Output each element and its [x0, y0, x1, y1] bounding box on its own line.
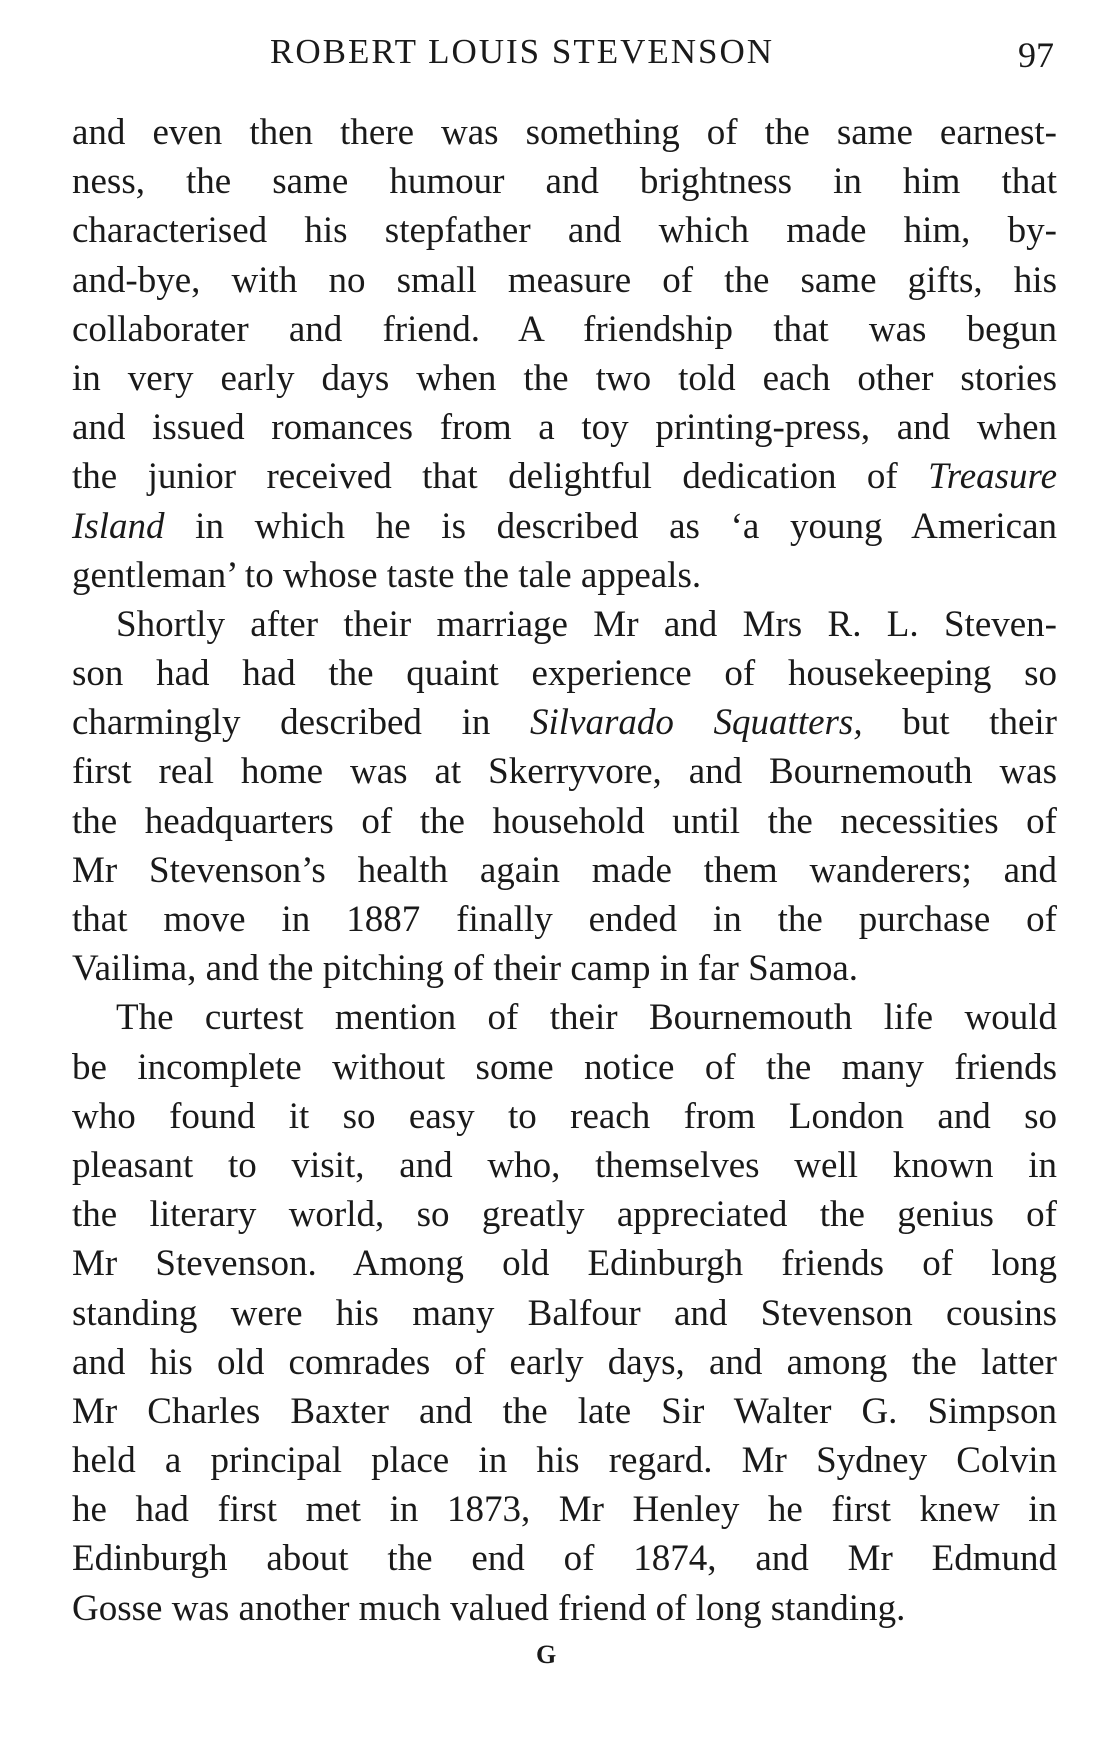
text-line	[72, 354, 1057, 403]
italic-title-segment: Silvarado Squatters,	[530, 702, 863, 744]
text-segment: that move in 1887 finally ended in the purchase of	[72, 899, 1057, 940]
text-segment: Edinburgh about the end of 1874, and Mr Edmund	[72, 1538, 1057, 1580]
text-segment: charmingly described in	[72, 702, 531, 744]
italic-title-segment: Island	[72, 505, 165, 547]
text-segment: be incomplete without some notice of the many friends	[72, 1046, 1057, 1088]
text-segment: Mr Stevenson’s health again made them wanderers; and	[72, 849, 1057, 891]
text-segment: the literary world, so greatly appreciated the genius of	[72, 1194, 1057, 1236]
text-segment: and issued romances from a toy printing-press, and when	[72, 407, 1057, 449]
text-segment: and even then there was something of the same earnest-	[72, 112, 1057, 153]
text-line	[72, 403, 1057, 452]
text-line	[72, 305, 1057, 354]
text-line	[72, 108, 1057, 157]
text-line	[72, 1239, 1057, 1288]
text-segment: and-bye, with no small measure of the same gifts, his	[72, 259, 1057, 301]
text-segment: Mr Charles Baxter and the late Sir Walter G. Simpson	[72, 1390, 1057, 1432]
text-line	[72, 1289, 1057, 1338]
text-line	[72, 452, 1057, 501]
text-segment: but their	[862, 702, 1057, 744]
text-segment: in very early days when the two told each other stories	[72, 357, 1057, 399]
page-number: 97	[1018, 35, 1054, 75]
text-line	[72, 1141, 1057, 1190]
text-line	[72, 157, 1057, 206]
text-segment: The curtest mention of their Bournemouth life would	[116, 997, 1057, 1039]
text-segment: and his old comrades of early days, and among the latter	[72, 1341, 1057, 1383]
text-segment: pleasant to visit, and who, themselves well known in	[72, 1144, 1057, 1186]
page-header	[0, 22, 1101, 82]
text-line	[72, 1190, 1057, 1239]
text-line	[72, 747, 1057, 796]
text-segment: Vailima, and the pitching of their camp in far Samoa.	[72, 948, 859, 990]
text-line	[72, 846, 1057, 895]
text-line	[72, 256, 1057, 305]
text-line	[72, 1338, 1057, 1387]
text-segment: the junior received that delightful dedication of	[72, 456, 929, 498]
text-line	[72, 551, 1057, 600]
text-segment: collaborater and friend. A friendship that was begun	[72, 308, 1057, 350]
text-line	[72, 649, 1057, 698]
text-line	[72, 206, 1057, 255]
text-line	[72, 600, 1057, 649]
text-line	[72, 1092, 1057, 1141]
text-segment: son had had the quaint experience of housekeeping so	[72, 653, 1057, 695]
text-line	[72, 698, 1057, 747]
text-segment: who found it so easy to reach from London and so	[72, 1095, 1057, 1137]
text-line	[72, 944, 1057, 993]
text-segment: the headquarters of the household until the necessities of	[72, 800, 1057, 842]
text-segment: Gosse was another much valued friend of long standing.	[72, 1587, 906, 1629]
text-segment: ness, the same humour and brightness in him that	[72, 161, 1057, 203]
text-segment: characterised his stepfather and which made him, by-	[72, 210, 1057, 252]
running-head: ROBERT LOUIS STEVENSON	[270, 32, 775, 71]
italic-title-segment: Treasure	[928, 456, 1057, 498]
text-line	[72, 895, 1057, 944]
text-segment: Shortly after their marriage Mr and Mrs R. L. Steven-	[116, 603, 1057, 645]
text-segment: Mr Stevenson. Among old Edinburgh friends of long	[72, 1243, 1057, 1285]
text-segment: held a principal place in his regard. Mr Sydney Colvin	[72, 1440, 1057, 1482]
text-line	[72, 797, 1057, 846]
text-segment: standing were his many Balfour and Stevenson cousins	[72, 1292, 1057, 1334]
text-line	[72, 1043, 1057, 1092]
text-line	[72, 1387, 1057, 1436]
text-segment: in which he is described as ‘a young American	[164, 505, 1057, 547]
text-segment: first real home was at Skerryvore, and Bournemouth was	[72, 751, 1057, 793]
text-line	[72, 993, 1057, 1042]
text-line	[72, 502, 1057, 551]
signature-mark: G	[536, 1640, 557, 1669]
body-text	[72, 108, 1057, 1633]
text-line	[72, 1534, 1057, 1583]
text-segment: gentleman’ to whose taste the tale appeals.	[72, 554, 702, 596]
text-line	[72, 1436, 1057, 1485]
text-segment: he had first met in 1873, Mr Henley he first knew in	[72, 1489, 1057, 1531]
text-line	[72, 1485, 1057, 1534]
text-line	[72, 1584, 1057, 1633]
